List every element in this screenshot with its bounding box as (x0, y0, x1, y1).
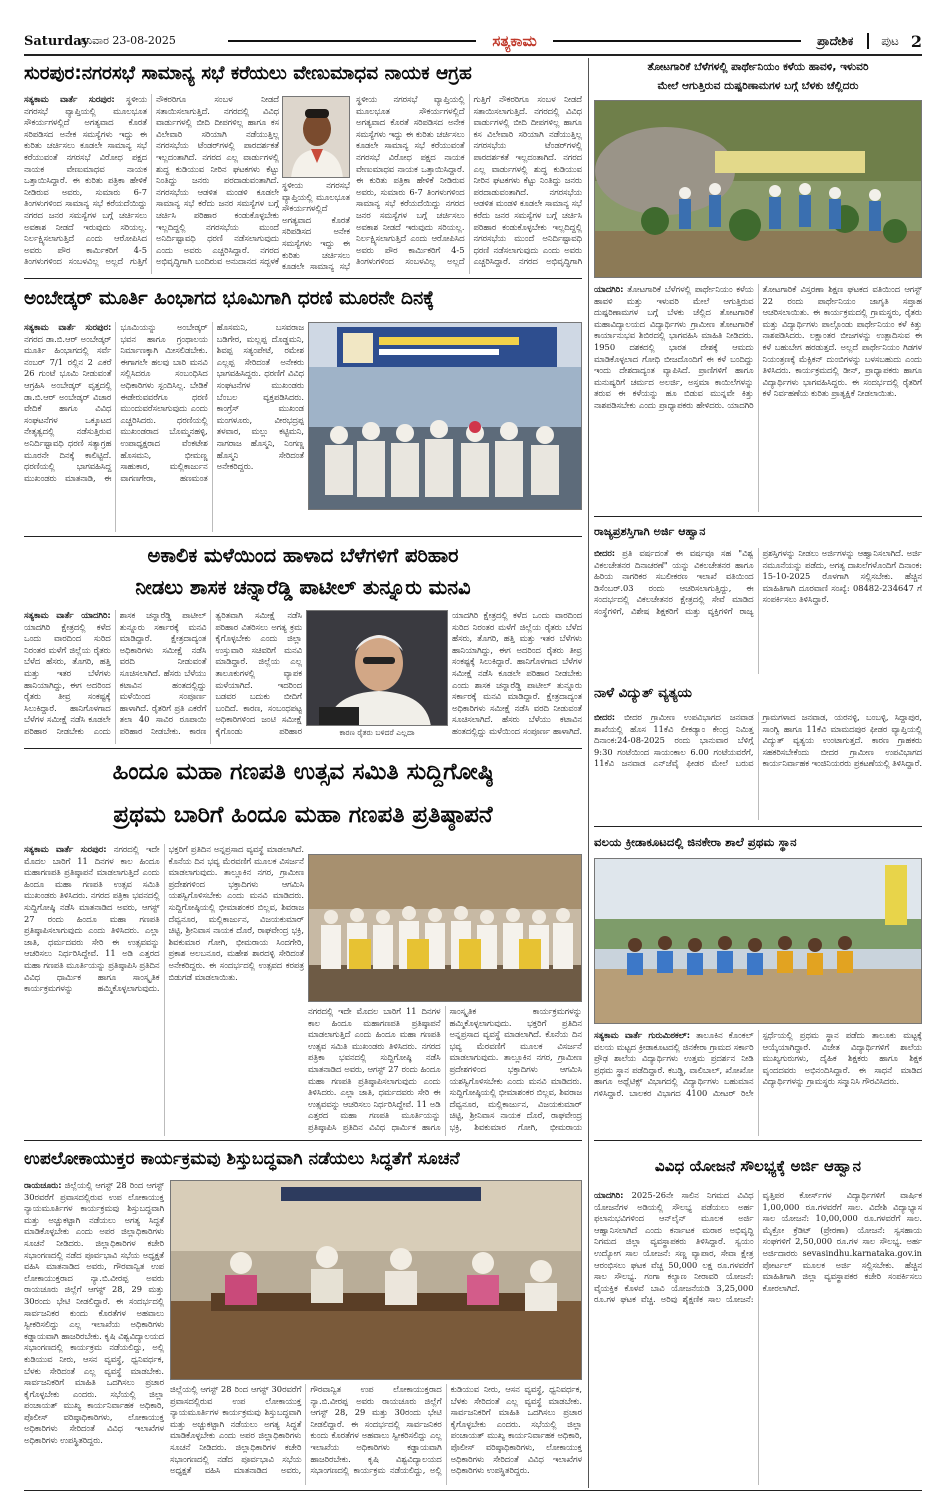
tota-headline-1: ತೋಟಗಾರಿಕೆ ಬೆಳೆಗಳಲ್ಲಿ ಪಾರ್ಥೇನಿಯಂ ಕಳೆಯ ಹಾವಳಿ, ಇಳುವರಿ (647, 61, 869, 73)
divider (24, 748, 582, 749)
field-work-photo-icon (595, 101, 922, 278)
valaya-photo (594, 858, 922, 1024)
meeting-photo-icon (171, 1181, 582, 1380)
surapura-body-left (24, 94, 279, 274)
footer-rule (24, 1490, 922, 1491)
akalika-byline: ಸತ್ಯಕಾಮ ವಾರ್ತೆ ಯಾದಗಿರಿ: (24, 610, 111, 620)
valaya-byline: ಸತ್ಯಕಾಮ ವಾರ್ತೆ ಗುರುಮಿಠಕಲ್: (594, 1030, 691, 1040)
column-divider (588, 58, 589, 1488)
vidyut-byline: ಬೀದರ: (594, 712, 616, 722)
divider (24, 1140, 582, 1141)
tota-photo-caption (594, 278, 922, 280)
rajya-body: ಬೀದರ: ಪ್ರತಿ ವರ್ಷದಂತೆ ಈ ವರ್ಷವೂ ಸಹ "ವಿಶ್ವ ವಿಕಲಚೇತನರ ದಿನಾಚರಣೆ" ಯನ್ನು ವಿಕಲಚೇತನರ ಹಾಗೂ ಹಿರಿಯ ನಾಗರಿಕರ ಸಬಲೀಕರಣ ಇಲಾಖೆ ವತಿಯಿಂದ ಡಿಸೆಂಬರ್.03 ರಂದು ಆಚರಿಸಲಾಗುತ್ತಿದ್ದು, ಈ ಸಂದರ್ಭದಲ್ಲಿ ವಿಕಲಚೇತನರ ಕ್ಷೇತ್ರದಲ್ಲಿ ಸೇವೆ ಮಾಡಿದ ಸಂಸ್ಥೆಗಳಿಗೆ, ವಿಶೇಷ ಶಿಕ್ಷಕರಿಗೆ ಮತ್ತು ವ್ಯಕ್ತಿಗಳಿಗೆ ರಾಜ್ಯ ಪ್ರಶಸ್ತಿಗಳನ್ನು ನೀಡಲು ಅರ್ಜಿಗಳನ್ನು ಆಹ್ವಾನಿಸಲಾಗಿದೆ. ಅರ್ಜಿ ನಮೂನೆಯನ್ನು ಪಡೆದು, ಅಗತ್ಯ ದಾಖಲೆಗಳೊಂದಿಗೆ ದಿನಾಂಕ: 15-10-2025 ರೊಳಗಾಗಿ ಸಲ್ಲಿಸಬೇಕು. ಹೆಚ್ಚಿನ ಮಾಹಿತಿಗಾಗಿ ದೂರವಾಣಿ ಸಂಖ್ಯೆ: 08482-234647 ಗೆ ಸಂಪರ್ಕಿಸಲು ತಿಳಿಸಿದ್ದಾರೆ. (594, 548, 922, 616)
valaya-body: ಸತ್ಯಕಾಮ ವಾರ್ತೆ ಗುರುಮಿಠಕಲ್: ತಾಲೂಕಿನ ಕೊಂಕಲ್ ವಲಯ ಮಟ್ಟದ ಕ್ರೀಡಾಕೂಟದಲ್ಲಿ ಜಿನಕೇರಾ ಗ್ರಾಮದ ಸರ್ಕಾರಿ ಪ್ರೌಢ ಶಾಲೆಯ ವಿದ್ಯಾರ್ಥಿಗಳು ಉತ್ತಮ ಪ್ರದರ್ಶನ ನೀಡಿ ಪ್ರಥಮ ಸ್ಥಾನ ಪಡೆದಿದ್ದಾರೆ. ಕಬಡ್ಡಿ, ವಾಲಿಬಾಲ್, ಖೋಖೋ ಹಾಗೂ ಅಥ್ಲೆಟಿಕ್ಸ್ ವಿಭಾಗದಲ್ಲಿ ವಿದ್ಯಾರ್ಥಿಗಳು ಬಹುಮಾನ ಗಳಿಸಿದ್ದಾರೆ. ಬಾಲಕರ ವಿಭಾಗದ 4100 ಮೀಟರ್ ರಿಲೇ ಸ್ಪರ್ಧೆಯಲ್ಲಿ ಪ್ರಥಮ ಸ್ಥಾನ ಪಡೆದು ತಾಲೂಕು ಮಟ್ಟಕ್ಕೆ ಆಯ್ಕೆಯಾಗಿದ್ದಾರೆ. ವಿಜೇತ ವಿದ್ಯಾರ್ಥಿಗಳಿಗೆ ಶಾಲೆಯ ಮುಖ್ಯಗುರುಗಳು, ದೈಹಿಕ ಶಿಕ್ಷಕರು ಹಾಗೂ ಶಿಕ್ಷಕ ವೃಂದದವರು ಅಭಿನಂದಿಸಿದ್ದಾರೆ. ಈ ಸಾಧನೆ ಮಾಡಿದ ವಿದ್ಯಾರ್ಥಿಗಳನ್ನು ಗ್ರಾಮಸ್ಥರು ಸನ್ಮಾನಿಸಿ ಗೌರವಿಸಿದರು. (594, 1030, 922, 1098)
akalika-headline-2: ನೀಡಲು ಶಾಸಕ ಚನ್ನಾರೆಡ್ಡಿ ಪಾಟೀಲ್ ತುನ್ನೂರು ಮನವಿ (135, 576, 471, 599)
divider (24, 278, 582, 279)
akalika-photo (306, 610, 448, 726)
upalokayukta-photo (170, 1180, 582, 1380)
akalika-body-left: ಸತ್ಯಕಾಮ ವಾರ್ತೆ ಯಾದಗಿರಿ: ಯಾದಗಿರಿ ಕ್ಷೇತ್ರದಲ್ಲಿ ಕಳೆದ ಒಂದು ವಾರದಿಂದ ಸುರಿದ ನಿರಂತರ ಮಳೆಗೆ ಜಿಲ್ಲೆಯ ರೈತರು ಬೆಳೆದ ಹೆಸರು, ತೊಗರಿ, ಹತ್ತಿ ಮತ್ತು ಇತರ ಬೆಳೆಗಳು ಹಾನಿಯಾಗಿದ್ದು, ಈಗ ಅದರಿಂದ ರೈತರು ತೀವ್ರ ಸಂಕಷ್ಟಕ್ಕೆ ಸಿಲುಕಿದ್ದಾರೆ. ಹಾನಿಗೊಳಗಾದ ಬೆಳೆಗಳ ಸಮೀಕ್ಷೆ ನಡೆಸಿ ಕೂಡಲೇ ಪರಿಹಾರ ನೀಡಬೇಕು ಎಂದು ಶಾಸಕ ಚನ್ನಾರೆಡ್ಡಿ ಪಾಟೀಲ್ ತುನ್ನೂರು ಸರ್ಕಾರಕ್ಕೆ ಮನವಿ ಮಾಡಿದ್ದಾರೆ. ಕ್ಷೇತ್ರದಾದ್ಯಂತ ಅಧಿಕಾರಿಗಳು ಸಮೀಕ್ಷೆ ನಡೆಸಿ ವರದಿ ನೀಡುವಂತೆ ಸೂಚಿಸಲಾಗಿದೆ. ಹೆಸರು ಬೆಳೆಯು ಕಟಾವಿನ ಹಂತದಲ್ಲಿದ್ದು ಮಳೆಯಿಂದ ಸಂಪೂರ್ಣ ಹಾಳಾಗಿದೆ. ರೈತರಿಗೆ ಪ್ರತಿ ಎಕರೆಗೆ ತಲಾ 40 ಸಾವಿರ ರೂಪಾಯಿ ಪರಿಹಾರ ನೀಡಬೇಕು. ಕಾರಣ ತ್ವರಿತವಾಗಿ ಸಮೀಕ್ಷೆ ನಡೆಸಿ ಪರಿಹಾರ ವಿತರಿಸಲು ಅಗತ್ಯ ಕ್ರಮ ಕೈಗೊಳ್ಳಬೇಕು ಎಂದು ಜಿಲ್ಲಾ ಉಸ್ತುವಾರಿ ಸಚಿವರಿಗೆ ಮನವಿ ಮಾಡಿದ್ದಾರೆ. ಜಿಲ್ಲೆಯ ಎಲ್ಲ ತಾಲೂಕುಗಳಲ್ಲಿ ವ್ಯಾಪಕ ಮಳೆಯಾಗಿದೆ. ಇದರಿಂದ ಬಡವರ ಬದುಕು ಬೀದಿಗೆ ಬಂದಿದೆ. ಕಾರಣ, ಸಂಬಂಧಪಟ್ಟ ಅಧಿಕಾರಿಗಳಿಂದ ಜಂಟಿ ಸಮೀಕ್ಷೆ ಕೈಗೊಂಡು ಪರಿಹಾರ (24, 610, 302, 736)
upalokayukta-body-right: ಜಿಲ್ಲೆಯಲ್ಲಿ ಆಗಸ್ಟ್ 28 ರಿಂದ ಆಗಸ್ಟ್ 30ರವರೆಗೆ ಪ್ರವಾಸದಲ್ಲಿರುವ ಉಪ ಲೋಕಾಯುಕ್ತ ನ್ಯಾಯಮೂರ್ತಿಗಳ ಕಾರ್ಯಕ್ರಮವು ಶಿಸ್ತುಬದ್ಧವಾಗಿ ಮತ್ತು ಅಚ್ಚುಕಟ್ಟಾಗಿ ನಡೆಯಲು ಅಗತ್ಯ ಸಿದ್ಧತೆ ಮಾಡಿಕೊಳ್ಳಬೇಕು ಎಂದು ಅಪರ ಜಿಲ್ಲಾಧಿಕಾರಿಗಳು ಸೂಚನೆ ನೀಡಿದರು. ಜಿಲ್ಲಾಧಿಕಾರಿಗಳ ಕಚೇರಿ ಸಭಾಂಗಣದಲ್ಲಿ ನಡೆದ ಪೂರ್ವಭಾವಿ ಸಭೆಯ ಅಧ್ಯಕ್ಷತೆ ವಹಿಸಿ ಮಾತನಾಡಿದ ಅವರು, ಗೌರವಾನ್ವಿತ ಉಪ ಲೋಕಾಯುಕ್ತರಾದ ನ್ಯಾ.ಬಿ.ವೀರಪ್ಪ ಅವರು ರಾಯಚೂರು ಜಿಲ್ಲೆಗೆ ಆಗಸ್ಟ್ 28, 29 ಮತ್ತು 30ರಂದು ಭೇಟಿ ನೀಡಲಿದ್ದಾರೆ. ಈ ಸಂದರ್ಭದಲ್ಲಿ ಸಾರ್ವಜನಿಕರ ಕುಂದು ಕೊರತೆಗಳ ಅಹವಾಲು ಸ್ವೀಕರಿಸಲಿದ್ದು ಎಲ್ಲ ಇಲಾಖೆಯ ಅಧಿಕಾರಿಗಳು ಕಡ್ಡಾಯವಾಗಿ ಹಾಜರಿರಬೇಕು. ಕೃಷಿ ವಿಶ್ವವಿದ್ಯಾಲಯದ ಸಭಾಂಗಣದಲ್ಲಿ ಕಾರ್ಯಕ್ರಮ ನಡೆಯಲಿದ್ದು, ಅಲ್ಲಿ ಕುಡಿಯುವ ನೀರು, ಆಸನ ವ್ಯವಸ್ಥೆ, ಧ್ವನಿವರ್ಧಕ, ಬೆಳಕು ಸೇರಿದಂತೆ ಎಲ್ಲ ವ್ಯವಸ್ಥೆ ಮಾಡಬೇಕು. ಸಾರ್ವಜನಿಕರಿಗೆ ಮಾಹಿತಿ ಒದಗಿಸಲು ಪ್ರಚಾರ ಕೈಗೊಳ್ಳಬೇಕು ಎಂದರು. ಸಭೆಯಲ್ಲಿ ಜಿಲ್ಲಾ ಪಂಚಾಯತ್ ಮುಖ್ಯ ಕಾರ್ಯನಿರ್ವಾಹಕ ಅಧಿಕಾರಿ, ಪೊಲೀಸ್ ವರಿಷ್ಠಾಧಿಕಾರಿಗಳು, ಲೋಕಾಯುಕ್ತ ಅಧಿಕಾರಿಗಳು ಸೇರಿದಂತೆ ವಿವಿಧ ಇಲಾಖೆಗಳ ಅಧಿಕಾರಿಗಳು ಉಪಸ್ಥಿತರಿದ್ದರು. (170, 1384, 582, 1476)
surapura-body: ಸ್ಥಳೀಯ ನಗರಸಭೆ ವ್ಯಾಪ್ತಿಯಲ್ಲಿ ಮೂಲಭೂತ ಸೌಕರ್ಯಗಳಲ್ಲಿದೆ ಅಗತ್ಯವಾದ ಕೊರತೆ ಸರಿಪಡಿಸದ ಅನೇಕ ಸಮಸ್ಯೆಗಳು ಇದ್ದು ಈ ಕುರಿತು ಚರ್ಚಿಸಲು ಕೂಡಲೇ ಸಾಮಾನ್ಯ ಸಭೆ ಕರೆಯುವಂತೆ ನಗರಸಭೆ ವಿರೋಧ ಪಕ್ಷದ ನಾಯಕ ವೇಣುಮಾಧವ ನಾಯಕ ಒತ್ತಾಯಿಸಿದ್ದಾರೆ. ಈ ಕುರಿತು ಪತ್ರಿಕಾ ಹೇಳಿಕೆ ನೀಡಿರುವ ಅವರು, ಸುಮಾರು 6-7 ತಿಂಗಳುಗಳಿಂದ ಸಾಮಾನ್ಯ ಸಭೆ ಕರೆಯದೆಯಿದ್ದು ನಗರದ ಜನರ ಸಮಸ್ಯೆಗಳ ಬಗ್ಗೆ ಚರ್ಚಿಸಲು ಅವಕಾಶ ನೀಡದೆ ಇರುವುದು ಸರಿಯಲ್ಲ. ನಿರ್ಲಕ್ಷ್ಯಿಸಲಾಗುತ್ತಿದೆ ಎಂದು ಆರೋಪಿಸಿದ ಅವರು ಪೌರ ಕಾರ್ಮಿಕರಿಗೆ 4-5 ತಿಂಗಳುಗಳಿಂದ ಸಂಬಳವಿಲ್ಲ ಅಲ್ಲದೆ ಗುತ್ತಿಗೆ ನೌಕರರಿಗೂ ಸಂಬಳ ನೀಡದೆ ಸತಾಯಿಸಲಾಗುತ್ತಿದೆ. ನಗರದಲ್ಲಿ ವಿವಿಧ ವಾರ್ಡುಗಳಲ್ಲಿ ಬೀದಿ ದೀಪಗಳಿಲ್ಲ ಹಾಗೂ ಕಸ ವಿಲೇವಾರಿ ಸರಿಯಾಗಿ ನಡೆಯುತ್ತಿಲ್ಲ ನಗರಸಭೆಯ ಟೆಂಡರ್‌ಗಳಲ್ಲಿ ಪಾರದರ್ಶಕತೆ ಇಲ್ಲದಂತಾಗಿದೆ. ನಗರದ ಎಲ್ಲ ವಾರ್ಡುಗಳಲ್ಲಿ ಶುದ್ಧ ಕುಡಿಯುವ ನೀರಿನ ಘಟಕಗಳು ಕೆಟ್ಟು ನಿಂತಿದ್ದು ಜನರು ಪರದಾಡುವಂತಾಗಿದೆ. ನಗರಸಭೆಯ ಆಡಳಿತ ಮಂಡಳಿ ಕೂಡಲೇ ಸಾಮಾನ್ಯ ಸಭೆ ಕರೆದು ಜನರ ಸಮಸ್ಯೆಗಳ ಬಗ್ಗೆ ಚರ್ಚಿಸಿ ಪರಿಹಾರ ಕಂಡುಕೊಳ್ಳಬೇಕು ಇಲ್ಲದಿದ್ದಲ್ಲಿ ನಗರಸಭೆಯ ಮುಂದೆ ಅನಿರ್ದಿಷ್ಟಾವಧಿ ಧರಣಿ ನಡೆಸಲಾಗುವುದು ಎಂದು ಅವರು ಎಚ್ಚರಿಸಿದ್ದಾರೆ. ನಗರದ ಅಭಿವೃದ್ಧಿಗಾಗಿ ಬಂದಿರುವ ಅನುದಾನದ ಸದ್ಬಳಕೆ (24, 94, 279, 267)
ambedkar-byline: ಸತ್ಯಕಾಮ ವಾರ್ತೆ ಸುರಪುರ: (24, 322, 112, 332)
mla-portrait-icon (307, 611, 448, 726)
akalika-photo-caption: ಕಾರಣ ರೈತರು ಬಳಿದರೆ ಎಲ್ಲದಾ (306, 728, 448, 742)
surapura-headline: ಸುರಪುರ:ನಗರಸಭೆ ಸಾಮಾನ್ಯ ಸಭೆ ಕರೆಯಲು ವೇಣುಮಾಧವ ನಾಯಕ ಆಗ್ರಹ (24, 63, 472, 84)
masthead-page-label: ಪುಟ (881, 33, 899, 48)
ambedkar-photo (308, 322, 582, 510)
surapura-portrait (282, 96, 350, 178)
ganapati-photo (308, 854, 582, 1002)
divider (594, 516, 922, 517)
upalokayukta-byline: ರಾಯಚೂರು: (24, 1180, 62, 1190)
yojane-byline: ಯಾದಗಿರಿ: (594, 1190, 624, 1200)
upalokayukta-headline: ಉಪಲೋಕಾಯುಕ್ತರ ಕಾರ್ಯಕ್ರಮವು ಶಿಸ್ತುಬದ್ಧವಾಗಿ ನಡೆಯಲು ಸಿದ್ಧತೆಗೆ ಸೂಚನೆ (24, 1149, 460, 1169)
akalika-headline-1: ಅಕಾಲಿಕ ಮಳೆಯಿಂದ ಹಾಳಾದ ಬೆಳೆಗಳಿಗೆ ಪರಿಹಾರ (147, 544, 459, 567)
masthead-underline (24, 54, 922, 56)
valaya-photo-caption (594, 1024, 922, 1026)
yojane-headline: ವಿವಿಧ ಯೋಜನೆ ಸೌಲಭ್ಯಕ್ಕೆ ಅರ್ಜಿ ಆಹ್ವಾನ (654, 1157, 862, 1175)
divider (594, 826, 922, 827)
press-meet-photo-icon (309, 855, 582, 1002)
tota-byline: ಯಾದಗಿರಿ: (594, 284, 624, 294)
surapura-body-right: ಸ್ಥಳೀಯ ನಗರಸಭೆ ವ್ಯಾಪ್ತಿಯಲ್ಲಿ ಮೂಲಭೂತ ಸೌಕರ್ಯಗಳಲ್ಲಿದೆ ಅಗತ್ಯವಾದ ಕೊರತೆ ಸರಿಪಡಿಸದ ಅನೇಕ ಸಮಸ್ಯೆಗಳು ಇದ್ದು ಈ ಕುರಿತು ಚರ್ಚಿಸಲು ಕೂಡಲೇ ಸಾಮಾನ್ಯ ಸಭೆ ಕರೆಯುವಂತೆ ನಗರಸಭೆ ವಿರೋಧ ಪಕ್ಷದ ನಾಯಕ ವೇಣುಮಾಧವ ನಾಯಕ ಒತ್ತಾಯಿಸಿದ್ದಾರೆ. ಈ ಕುರಿತು ಪತ್ರಿಕಾ ಹೇಳಿಕೆ ನೀಡಿರುವ ಅವರು, ಸುಮಾರು 6-7 ತಿಂಗಳುಗಳಿಂದ ಸಾಮಾನ್ಯ ಸಭೆ ಕರೆಯದೆಯಿದ್ದು ನಗರದ ಜನರ ಸಮಸ್ಯೆಗಳ ಬಗ್ಗೆ ಚರ್ಚಿಸಲು ಅವಕಾಶ ನೀಡದೆ ಇರುವುದು ಸರಿಯಲ್ಲ. ನಿರ್ಲಕ್ಷ್ಯಿಸಲಾಗುತ್ತಿದೆ ಎಂದು ಆರೋಪಿಸಿದ ಅವರು ಪೌರ ಕಾರ್ಮಿಕರಿಗೆ 4-5 ತಿಂಗಳುಗಳಿಂದ ಸಂಬಳವಿಲ್ಲ ಅಲ್ಲದೆ ಗುತ್ತಿಗೆ ನೌಕರರಿಗೂ ಸಂಬಳ ನೀಡದೆ ಸತಾಯಿಸಲಾಗುತ್ತಿದೆ. ನಗರದಲ್ಲಿ ವಿವಿಧ ವಾರ್ಡುಗಳಲ್ಲಿ ಬೀದಿ ದೀಪಗಳಿಲ್ಲ ಹಾಗೂ ಕಸ ವಿಲೇವಾರಿ ಸರಿಯಾಗಿ ನಡೆಯುತ್ತಿಲ್ಲ ನಗರಸಭೆಯ ಟೆಂಡರ್‌ಗಳಲ್ಲಿ ಪಾರದರ್ಶಕತೆ ಇಲ್ಲದಂತಾಗಿದೆ. ನಗರದ ಎಲ್ಲ ವಾರ್ಡುಗಳಲ್ಲಿ ಶುದ್ಧ ಕುಡಿಯುವ ನೀರಿನ ಘಟಕಗಳು ಕೆಟ್ಟು ನಿಂತಿದ್ದು ಜನರು ಪರದಾಡುವಂತಾಗಿದೆ. ನಗರಸಭೆಯ ಆಡಳಿತ ಮಂಡಳಿ ಕೂಡಲೇ ಸಾಮಾನ್ಯ ಸಭೆ ಕರೆದು ಜನರ ಸಮಸ್ಯೆಗಳ ಬಗ್ಗೆ ಚರ್ಚಿಸಿ ಪರಿಹಾರ ಕಂಡುಕೊಳ್ಳಬೇಕು ಇಲ್ಲದಿದ್ದಲ್ಲಿ ನಗರಸಭೆಯ ಮುಂದೆ ಅನಿರ್ದಿಷ್ಟಾವಧಿ ಧರಣಿ ನಡೆಸಲಾಗುವುದು ಎಂದು ಅವರು ಎಚ್ಚರಿಸಿದ್ದಾರೆ. ನಗರದ ಅಭಿವೃದ್ಧಿಗಾಗಿ (356, 94, 582, 267)
masthead-rule (553, 40, 801, 42)
surapura-body-photo-col: ಸ್ಥಳೀಯ ನಗರಸಭೆ ವ್ಯಾಪ್ತಿಯಲ್ಲಿ ಮೂಲಭೂತ ಸೌಕರ್ಯಗಳಲ್ಲಿದೆ ಅಗತ್ಯವಾದ ಕೊರತೆ ಸರಿಪಡಿಸದ ಅನೇಕ ಸಮಸ್ಯೆಗಳು ಇದ್ದು ಈ ಕುರಿತು ಚರ್ಚಿಸಲು ಕೂಡಲೇ ಸಾಮಾನ್ಯ ಸಭೆ (282, 180, 350, 272)
rajya-byline: ಬೀದರ: (594, 548, 616, 558)
vidyut-headline: ನಾಳೆ ವಿದ್ಯುತ್ ವ್ಯತ್ಯಯ (594, 686, 692, 701)
masthead-separator (867, 33, 869, 49)
tota-headline-2: ಮೇಲೆ ಆಗುತ್ತಿರುವ ದುಷ್ಪರಿಣಾಮಗಳ ಬಗ್ಗೆ ಬೆಳಕು ಚೆಲ್ಲಿದರು (657, 80, 859, 92)
ganapati-headline-2: ಪ್ರಥಮ ಬಾರಿಗೆ ಹಿಂದೂ ಮಹಾ ಗಣಪತಿ ಪ್ರತಿಷ್ಠಾಪನೆ (113, 802, 493, 828)
surapura-byline: ಸತ್ಯಕಾಮ ವಾರ್ತೆ ಸುರಪುರ: (24, 94, 115, 104)
ganapati-byline: ಸತ್ಯಕಾಮ ವಾರ್ತೆ ಸುರಪುರ: (24, 844, 107, 854)
upalokayukta-body-left: ರಾಯಚೂರು: ಜಿಲ್ಲೆಯಲ್ಲಿ ಆಗಸ್ಟ್ 28 ರಿಂದ ಆಗಸ್ಟ್ 30ರವರೆಗೆ ಪ್ರವಾಸದಲ್ಲಿರುವ ಉಪ ಲೋಕಾಯುಕ್ತ ನ್ಯಾಯಮೂರ್ತಿಗಳ ಕಾರ್ಯಕ್ರಮವು ಶಿಸ್ತುಬದ್ಧವಾಗಿ ಮತ್ತು ಅಚ್ಚುಕಟ್ಟಾಗಿ ನಡೆಯಲು ಅಗತ್ಯ ಸಿದ್ಧತೆ ಮಾಡಿಕೊಳ್ಳಬೇಕು ಎಂದು ಅಪರ ಜಿಲ್ಲಾಧಿಕಾರಿಗಳು ಸೂಚನೆ ನೀಡಿದರು. ಜಿಲ್ಲಾಧಿಕಾರಿಗಳ ಕಚೇರಿ ಸಭಾಂಗಣದಲ್ಲಿ ನಡೆದ ಪೂರ್ವಭಾವಿ ಸಭೆಯ ಅಧ್ಯಕ್ಷತೆ ವಹಿಸಿ ಮಾತನಾಡಿದ ಅವರು, ಗೌರವಾನ್ವಿತ ಉಪ ಲೋಕಾಯುಕ್ತರಾದ ನ್ಯಾ.ಬಿ.ವೀರಪ್ಪ ಅವರು ರಾಯಚೂರು ಜಿಲ್ಲೆಗೆ ಆಗಸ್ಟ್ 28, 29 ಮತ್ತು 30ರಂದು ಭೇಟಿ ನೀಡಲಿದ್ದಾರೆ. ಈ ಸಂದರ್ಭದಲ್ಲಿ ಸಾರ್ವಜನಿಕರ ಕುಂದು ಕೊರತೆಗಳ ಅಹವಾಲು ಸ್ವೀಕರಿಸಲಿದ್ದು ಎಲ್ಲ ಇಲಾಖೆಯ ಅಧಿಕಾರಿಗಳು ಕಡ್ಡಾಯವಾಗಿ ಹಾಜರಿರಬೇಕು. ಕೃಷಿ ವಿಶ್ವವಿದ್ಯಾಲಯದ ಸಭಾಂಗಣದಲ್ಲಿ ಕಾರ್ಯಕ್ರಮ ನಡೆಯಲಿದ್ದು, ಅಲ್ಲಿ ಕುಡಿಯುವ ನೀರು, ಆಸನ ವ್ಯವಸ್ಥೆ, ಧ್ವನಿವರ್ಧಕ, ಬೆಳಕು ಸೇರಿದಂತೆ ಎಲ್ಲ ವ್ಯವಸ್ಥೆ ಮಾಡಬೇಕು. ಸಾರ್ವಜನಿಕರಿಗೆ ಮಾಹಿತಿ ಒದಗಿಸಲು ಪ್ರಚಾರ ಕೈಗೊಳ್ಳಬೇಕು ಎಂದರು. ಸಭೆಯಲ್ಲಿ ಜಿಲ್ಲಾ ಪಂಚಾಯತ್ ಮುಖ್ಯ ಕಾರ್ಯನಿರ್ವಾಹಕ ಅಧಿಕಾರಿ, ಪೊಲೀಸ್ ವರಿಷ್ಠಾಧಿಕಾರಿಗಳು, ಲೋಕಾಯುಕ್ತ ಅಧಿಕಾರಿಗಳು ಸೇರಿದಂತೆ ವಿವಿಧ ಇಲಾಖೆಗಳ ಅಧಿಕಾರಿಗಳು ಉಪಸ್ಥಿತರಿದ್ದರು. (24, 1180, 164, 1446)
ganapati-body-right: ನಗರದಲ್ಲಿ ಇದೇ ಮೊದಲ ಬಾರಿಗೆ 11 ದಿನಗಳ ಕಾಲ ಹಿಂದೂ ಮಹಾಗಣಪತಿ ಪ್ರತಿಷ್ಠಾಪನೆ ಮಾಡಲಾಗುತ್ತಿದೆ ಎಂದು ಹಿಂದೂ ಮಹಾ ಗಣಪತಿ ಉತ್ಸವ ಸಮಿತಿ ಮುಖಂಡರು ತಿಳಿಸಿದರು. ನಗರದ ಪತ್ರಿಕಾ ಭವನದಲ್ಲಿ ಸುದ್ದಿಗೋಷ್ಠಿ ನಡೆಸಿ ಮಾತನಾಡಿದ ಅವರು, ಆಗಸ್ಟ್ 27 ರಂದು ಹಿಂದೂ ಮಹಾ ಗಣಪತಿ ಪ್ರತಿಷ್ಠಾಪಿಸಲಾಗುವುದು ಎಂದು ತಿಳಿಸಿದರು. ಎಲ್ಲಾ ಜಾತಿ, ಧರ್ಮದವರು ಸೇರಿ ಈ ಉತ್ಸವವನ್ನು ಆಚರಿಸಲು ನಿರ್ಧರಿಸಿದ್ದೇವೆ. 11 ಅಡಿ ಎತ್ತರದ ಮಹಾ ಗಣಪತಿ ಮೂರ್ತಿಯನ್ನು ಪ್ರತಿಷ್ಠಾಪಿಸಿ ಪ್ರತಿದಿನ ವಿವಿಧ ಧಾರ್ಮಿಕ ಹಾಗೂ ಸಾಂಸ್ಕೃತಿಕ ಕಾರ್ಯಕ್ರಮಗಳನ್ನು ಹಮ್ಮಿಕೊಳ್ಳಲಾಗುವುದು. ಭಕ್ತರಿಗೆ ಪ್ರತಿದಿನ ಅನ್ನಪ್ರಸಾದ ವ್ಯವಸ್ಥೆ ಮಾಡಲಾಗಿದೆ. ಕೊನೆಯ ದಿನ ಭವ್ಯ ಮೆರವಣಿಗೆ ಮೂಲಕ ವಿಸರ್ಜನೆ ಮಾಡಲಾಗುವುದು. ತಾಲ್ಲೂಕಿನ ನಗರ, ಗ್ರಾಮೀಣ ಪ್ರದೇಶಗಳಿಂದ ಭಕ್ತಾದಿಗಳು ಆಗಮಿಸಿ ಯಶಸ್ವಿಗೊಳಿಸಬೇಕು ಎಂದು ಮನವಿ ಮಾಡಿದರು. ಸುದ್ದಿಗೋಷ್ಠಿಯಲ್ಲಿ ಭೀಮಾಶಂಕರ ಬಿಲ್ಲವ, ಶಿವರಾಜ ದೆವ್ವನೂರ, ಮಲ್ಲಿಕಾರ್ಜುನ, ವಿಜಯಕುಮಾರ್ ಚಿಟ್ಟಿ, ಶ್ರೀನಿವಾಸ ನಾಯಕ ದೊರೆ, ರಾಘವೇಂದ್ರ ಭಕ್ರಿ, ಶಿವಕುಮಾರ ಗೋಗಿ, ಭೀಮರಾಯ (308, 1006, 582, 1132)
tota-photo (594, 100, 922, 278)
divider (594, 1140, 922, 1141)
masthead-page-number: 2 (910, 31, 923, 51)
masthead-logo: ಸತ್ಯಕಾಮ (492, 32, 537, 50)
divider (24, 536, 582, 537)
ambedkar-headline: ಅಂಬೇಡ್ಕರ್ ಮೂರ್ತಿ ಹಿಂಭಾಗದ ಭೂಮಿಗಾಗಿ ಧರಣಿ ಮೂರನೇ ದಿನಕ್ಕೆ (24, 288, 435, 309)
vidyut-body: ಬೀದರ: ಬೀದರ ಗ್ರಾಮೀಣ ಉಪವಿಭಾಗದ ಜನವಾಡ ಶಾಖೆಯಲ್ಲಿ ಹೊಸ 11ಕೆವಿ ಲೀಕಡ್ಯಾಂ ಕೇಂದ್ರ ನಿಮಿತ್ತ ದಿನಾಂಕ:24-08-2025 ರಂದು ಭಾನುವಾರ ಬೆಳಿಗ್ಗೆ 9:30 ಗಂಟೆಯಿಂದ ಸಾಯಂಕಾಲ 6.00 ಗಂಟೆಯವರೆಗೆ, 11ಕೆವಿ ಜನವಾಡ ಎನ್‌ಜೆವೈ ಫೀಡರ ಮೇಲೆ ಬರುವ ಗ್ರಾಮಗಳಾದ ಜನವಾಡ, ಯರನಳ್ಳಿ, ಬಂಬಳ್ಳಿ, ಸಿದ್ದಾಪುರ, ಸಾಂಗ್ವಿ ಹಾಗೂ 11ಕೆವಿ ಮಾಮದಪುರ ಫೀಡರ ವ್ಯಾಪ್ತಿಯಲ್ಲಿ ವಿದ್ಯುತ್ ವ್ಯತ್ಯಯ ಉಂಟಾಗುತ್ತದೆ. ಕಾರಣ ಗ್ರಾಹಕರು ಸಹಕರಿಸಬೇಕೆಂದು ಬೀದರ ಗ್ರಾಮೀಣ ಉಪವಿಭಾಗದ ಕಾರ್ಯನಿರ್ವಾಹಕ ಇಂಜಿನಿಯರರು ಪ್ರಕಟಣೆಯಲ್ಲಿ ತಿಳಿಸಿದ್ದಾರೆ. (594, 712, 922, 769)
protest-photo-icon (309, 323, 582, 510)
masthead-rule (228, 40, 476, 42)
ambedkar-photo-caption (308, 512, 582, 532)
portrait-icon (283, 97, 350, 178)
ganapati-headline-1: ಹಿಂದೂ ಮಹಾ ಗಣಪತಿ ಉತ್ಸವ ಸಮಿತಿ ಸುದ್ದಿಗೋಷ್ಠಿ (112, 759, 494, 785)
sports-team-photo-icon (595, 859, 922, 1024)
rajya-headline: ರಾಜ್ಯಪ್ರಶಸ್ತಿಗಾಗಿ ಅರ್ಜಿ ಆಹ್ವಾನ (594, 525, 706, 538)
ganapati-body-left: ಸತ್ಯಕಾಮ ವಾರ್ತೆ ಸುರಪುರ: ನಗರದಲ್ಲಿ ಇದೇ ಮೊದಲ ಬಾರಿಗೆ 11 ದಿನಗಳ ಕಾಲ ಹಿಂದೂ ಮಹಾಗಣಪತಿ ಪ್ರತಿಷ್ಠಾಪನೆ ಮಾಡಲಾಗುತ್ತಿದೆ ಎಂದು ಹಿಂದೂ ಮಹಾ ಗಣಪತಿ ಉತ್ಸವ ಸಮಿತಿ ಮುಖಂಡರು ತಿಳಿಸಿದರು. ನಗರದ ಪತ್ರಿಕಾ ಭವನದಲ್ಲಿ ಸುದ್ದಿಗೋಷ್ಠಿ ನಡೆಸಿ ಮಾತನಾಡಿದ ಅವರು, ಆಗಸ್ಟ್ 27 ರಂದು ಹಿಂದೂ ಮಹಾ ಗಣಪತಿ ಪ್ರತಿಷ್ಠಾಪಿಸಲಾಗುವುದು ಎಂದು ತಿಳಿಸಿದರು. ಎಲ್ಲಾ ಜಾತಿ, ಧರ್ಮದವರು ಸೇರಿ ಈ ಉತ್ಸವವನ್ನು ಆಚರಿಸಲು ನಿರ್ಧರಿಸಿದ್ದೇವೆ. 11 ಅಡಿ ಎತ್ತರದ ಮಹಾ ಗಣಪತಿ ಮೂರ್ತಿಯನ್ನು ಪ್ರತಿಷ್ಠಾಪಿಸಿ ಪ್ರತಿದಿನ ವಿವಿಧ ಧಾರ್ಮಿಕ ಹಾಗೂ ಸಾಂಸ್ಕೃತಿಕ ಕಾರ್ಯಕ್ರಮಗಳನ್ನು ಹಮ್ಮಿಕೊಳ್ಳಲಾಗುವುದು. ಭಕ್ತರಿಗೆ ಪ್ರತಿದಿನ ಅನ್ನಪ್ರಸಾದ ವ್ಯವಸ್ಥೆ ಮಾಡಲಾಗಿದೆ. ಕೊನೆಯ ದಿನ ಭವ್ಯ ಮೆರವಣಿಗೆ ಮೂಲಕ ವಿಸರ್ಜನೆ ಮಾಡಲಾಗುವುದು. ತಾಲ್ಲೂಕಿನ ನಗರ, ಗ್ರಾಮೀಣ ಪ್ರದೇಶಗಳಿಂದ ಭಕ್ತಾದಿಗಳು ಆಗಮಿಸಿ ಯಶಸ್ವಿಗೊಳಿಸಬೇಕು ಎಂದು ಮನವಿ ಮಾಡಿದರು. ಸುದ್ದಿಗೋಷ್ಠಿಯಲ್ಲಿ ಭೀಮಾಶಂಕರ ಬಿಲ್ಲವ, ಶಿವರಾಜ ದೆವ್ವನೂರ, ಮಲ್ಲಿಕಾರ್ಜುನ, ವಿಜಯಕುಮಾರ್ ಚಿಟ್ಟಿ, ಶ್ರೀನಿವಾಸ ನಾಯಕ ದೊರೆ, ರಾಘವೇಂದ್ರ ಭಕ್ರಿ, ಶಿವಕುಮಾರ ಗೋಗಿ, ಭೀಮರಾಯ ಸಿಂದಗೇರಿ, ಪ್ರಕಾಶ ಅಲಬನೂರ, ಮಹೇಶ ಶಾರದಳ್ಳಿ ಸೇರಿದಂತೆ ಅನೇಕರಿದ್ದರು. ಈ ಸಂದರ್ಭದಲ್ಲಿ ಉತ್ಸವದ ಕರಪತ್ರ ಬಿಡುಗಡೆ ಮಾಡಲಾಯಿತು. (24, 844, 304, 994)
masthead-section: ಪ್ರಾದೇಶಿಕ (817, 33, 854, 48)
valaya-headline: ವಲಯ ಕ್ರೀಡಾಕೂಟದಲ್ಲಿ ಜಿನಕೇರಾ ಶಾಲೆ ಪ್ರಥಮ ಸ್ಥಾನ (594, 835, 797, 849)
akalika-body-right: ಯಾದಗಿರಿ ಕ್ಷೇತ್ರದಲ್ಲಿ ಕಳೆದ ಒಂದು ವಾರದಿಂದ ಸುರಿದ ನಿರಂತರ ಮಳೆಗೆ ಜಿಲ್ಲೆಯ ರೈತರು ಬೆಳೆದ ಹೆಸರು, ತೊಗರಿ, ಹತ್ತಿ ಮತ್ತು ಇತರ ಬೆಳೆಗಳು ಹಾನಿಯಾಗಿದ್ದು, ಈಗ ಅದರಿಂದ ರೈತರು ತೀವ್ರ ಸಂಕಷ್ಟಕ್ಕೆ ಸಿಲುಕಿದ್ದಾರೆ. ಹಾನಿಗೊಳಗಾದ ಬೆಳೆಗಳ ಸಮೀಕ್ಷೆ ನಡೆಸಿ ಕೂಡಲೇ ಪರಿಹಾರ ನೀಡಬೇಕು ಎಂದು ಶಾಸಕ ಚನ್ನಾರೆಡ್ಡಿ ಪಾಟೀಲ್ ತುನ್ನೂರು ಸರ್ಕಾರಕ್ಕೆ ಮನವಿ ಮಾಡಿದ್ದಾರೆ. ಕ್ಷೇತ್ರದಾದ್ಯಂತ ಅಧಿಕಾರಿಗಳು ಸಮೀಕ್ಷೆ ನಡೆಸಿ ವರದಿ ನೀಡುವಂತೆ ಸೂಚಿಸಲಾಗಿದೆ. ಹೆಸರು ಬೆಳೆಯು ಕಟಾವಿನ ಹಂತದಲ್ಲಿದ್ದು ಮಳೆಯಿಂದ ಸಂಪೂರ್ಣ ಹಾಳಾಗಿದೆ. (452, 610, 582, 736)
yojane-body: ಯಾದಗಿರಿ: 2025-26ನೇ ಸಾಲಿನ ನಿಗಮದ ವಿವಿಧ ಯೋಜನೆಗಳ ಅಡಿಯಲ್ಲಿ ಸೌಲಭ್ಯ ಪಡೆಯಲು ಅರ್ಹ ಫಲಾನುಭವಿಗಳಿಂದ ಆನ್‌ಲೈನ್ ಮೂಲಕ ಅರ್ಜಿ ಆಹ್ವಾನಿಸಲಾಗಿದೆ ಎಂದು ಕರ್ನಾಟಕ ಮರಾಠ ಅಭಿವೃದ್ಧಿ ನಿಗಮದ ಜಿಲ್ಲಾ ವ್ಯವಸ್ಥಾಪಕರು ತಿಳಿಸಿದ್ದಾರೆ. ಸ್ವಯಂ ಉದ್ಯೋಗ ಸಾಲ ಯೋಜನೆ: ಸಣ್ಣ ವ್ಯಾಪಾರ, ಸೇವಾ ಕ್ಷೇತ್ರ ಆರಂಭಿಸಲು ಘಟಕ ವೆಚ್ಚ 50,000 ಲಕ್ಷ ರೂ.ಗಳವರೆಗೆ ಸಾಲ ಸೌಲಭ್ಯ. ಗಂಗಾ ಕಲ್ಯಾಣ ನೀರಾವರಿ ಯೋಜನೆ: ವೈಯಕ್ತಿಕ ಕೊಳವೆ ಬಾವಿ ಯೋಜನೆಯಡಿ 3,25,000 ರೂ.ಗಳ ಘಟಕ ವೆಚ್ಚ. ಅರಿವು ಶೈಕ್ಷಣಿಕ ಸಾಲ ಯೋಜನೆ: ವೃತ್ತಿಪರ ಕೋರ್ಸ್‌ಗಳ ವಿದ್ಯಾರ್ಥಿಗಳಿಗೆ ವಾರ್ಷಿಕ 1,00,000 ರೂ.ಗಳವರೆಗೆ ಸಾಲ. ವಿದೇಶಿ ವಿದ್ಯಾಭ್ಯಾಸ ಸಾಲ ಯೋಜನೆ: 10,00,000 ರೂ.ಗಳವರೆಗೆ ಸಾಲ. ಮೈಕ್ರೋ ಕ್ರೆಡಿಟ್ (ಪ್ರೇರಣಾ) ಯೋಜನೆ: ಸ್ವಸಹಾಯ ಸಂಘಗಳಿಗೆ 2,50,000 ರೂ.ಗಳ ಸಾಲ ಸೌಲಭ್ಯ. ಅರ್ಹ ಅರ್ಜಿದಾರರು sevasindhu.karnataka.gov.in ಪೋರ್ಟಲ್ ಮೂಲಕ ಅರ್ಜಿ ಸಲ್ಲಿಸಬೇಕು. ಹೆಚ್ಚಿನ ಮಾಹಿತಿಗಾಗಿ ಜಿಲ್ಲಾ ವ್ಯವಸ್ಥಾಪಕರ ಕಚೇರಿ ಸಂಪರ್ಕಿಸಲು ಕೋರಲಾಗಿದೆ. (594, 1190, 922, 1305)
masthead-date: ಶನಿವಾರ 23-08-2025 (80, 34, 176, 47)
masthead-day: Saturday (24, 33, 90, 49)
ambedkar-body: ಸತ್ಯಕಾಮ ವಾರ್ತೆ ಸುರಪುರ: ನಗರದ ಡಾ.ಬಿ.ಆರ್ ಅಂಬೇಡ್ಕರ್ ಮೂರ್ತಿ ಹಿಂಭಾಗದಲ್ಲಿ ಸರ್ವೆ ನಂಬರ್ 7/1 ರಲ್ಲಿನ 2 ಎಕರೆ 26 ಗುಂಟೆ ಭೂಮಿ ನೀಡುವಂತೆ ಆಗ್ರಹಿಸಿ ಅಂಬೇಡ್ಕರ್ ವೃತ್ತದಲ್ಲಿ ಡಾ.ಬಿ.ಆರ್ ಅಂಬೇಡ್ಕರ್ ವಿಚಾರ ವೇದಿಕೆ ಹಾಗೂ ವಿವಿಧ ಸಂಘಟನೆಗಳ ಒಕ್ಕೂಟದ ನೇತೃತ್ವದಲ್ಲಿ ನಡೆಸುತ್ತಿರುವ ಅನಿರ್ದಿಷ್ಟಾವಧಿ ಧರಣಿ ಸತ್ಯಾಗ್ರಹ ಮೂರನೇ ದಿನಕ್ಕೆ ಕಾಲಿಟ್ಟಿದೆ. ಧರಣಿಯಲ್ಲಿ ಭಾಗವಹಿಸಿದ್ದ ಮುಖಂಡರು ಮಾತನಾಡಿ, ಈ ಭೂಮಿಯನ್ನು ಅಂಬೇಡ್ಕರ್ ಭವನ ಹಾಗೂ ಗ್ರಂಥಾಲಯ ನಿರ್ಮಾಣಕ್ಕಾಗಿ ಮೀಸಲಿಡಬೇಕು. ಈಗಾಗಲೇ ಹಲವು ಬಾರಿ ಮನವಿ ಸಲ್ಲಿಸಿದರೂ ಸಂಬಂಧಿಸಿದ ಅಧಿಕಾರಿಗಳು ಸ್ಪಂದಿಸಿಲ್ಲ. ಬೇಡಿಕೆ ಈಡೇರುವವರೆಗೂ ಧರಣಿ ಮುಂದುವರೆಸಲಾಗುವುದು ಎಂದು ಎಚ್ಚರಿಸಿದರು. ಧರಣಿಯಲ್ಲಿ ಮುಖಂಡರಾದ ಬೊಮ್ಮನಹಳ್ಳಿ, ಉಪಾಧ್ಯಕ್ಷರಾದ ವೆಂಕಟೇಶ ಹೊಸಮನಿ, ಭೀಮಣ್ಣ ಸಾಹುಕಾರ, ಮಲ್ಲಿಕಾರ್ಜುನ ವಾಗಣಗೇರಾ, ಹಣಮಂತ ಹೊಸಮನಿ, ಬಸವರಾಜ ಬಡಿಗೇರ, ಮಲ್ಲಪ್ಪ ದೊಡ್ಡಮನಿ, ಶಿವಪ್ಪ ಸತ್ಯಂಪೇಟೆ, ರಮೇಶ ಎಲ್ಲಪ್ಪ ಸೇರಿದಂತೆ ಅನೇಕರು ಭಾಗವಹಿಸಿದ್ದರು. ಧರಣಿಗೆ ವಿವಿಧ ಸಂಘಟನೆಗಳ ಮುಖಂಡರು ಬೆಂಬಲ ವ್ಯಕ್ತಪಡಿಸಿದರು. ಕಾಂಗ್ರೆಸ್ ಮುಖಂಡ ಮಂಗಳೂರು, ವೀರಭದ್ರಪ್ಪ ತಳವಾರ, ಮಲ್ಲು ಕಟ್ಟಿಮನಿ, ನಾಗರಾಜ ಹೊಸ್ಮನಿ, ನಿಂಗಣ್ಣ ಹೊಸ್ಮನಿ ಸೇರಿದಂತೆ ಅನೇಕರಿದ್ದರು. (24, 322, 304, 483)
masthead (24, 30, 922, 52)
tota-body: ಯಾದಗಿರಿ: ತೋಟಗಾರಿಕೆ ಬೆಳೆಗಳಲ್ಲಿ ಪಾರ್ಥೇನಿಯಂ ಕಳೆಯ ಹಾವಳಿ ಮತ್ತು ಇಳುವರಿ ಮೇಲೆ ಆಗುತ್ತಿರುವ ದುಷ್ಪರಿಣಾಮಗಳ ಬಗ್ಗೆ ಬೆಳಕು ಚೆಲ್ಲಿದ ತೋಟಗಾರಿಕೆ ಮಹಾವಿದ್ಯಾಲಯದ ವಿದ್ಯಾರ್ಥಿಗಳು ಗ್ರಾಮೀಣ ತೋಟಗಾರಿಕೆ ಕಾರ್ಯಾನುಭವ ಶಿಬಿರದಲ್ಲಿ ಭಾಗವಹಿಸಿ ಮಾಹಿತಿ ನೀಡಿದರು. 1950 ದಶಕದಲ್ಲಿ ಭಾರತ ದೇಶಕ್ಕೆ ಆಮದು ಮಾಡಿಕೊಳ್ಳಲಾದ ಗೋಧಿ ಬೀಜದೊಂದಿಗೆ ಈ ಕಳೆ ಬಂದಿದ್ದು ಇಂದು ದೇಶದಾದ್ಯಂತ ವ್ಯಾಪಿಸಿದೆ. ಪ್ರಾಣಿಗಳಿಗೆ ಹಾಗೂ ಮನುಷ್ಯರಿಗೆ ಚರ್ಮದ ಅಲರ್ಜಿ, ಅಸ್ತಮಾ ಕಾಯಿಲೆಗಳನ್ನು ತರುವ ಈ ಕಳೆಯನ್ನು ಹೂ ಬಿಡುವ ಮುನ್ನವೇ ಕಿತ್ತು ನಾಶಪಡಿಸಬೇಕು ಎಂದು ಪ್ರಾಧ್ಯಾಪಕರು ಹೇಳಿದರು. ಯಾದಗಿರಿ ತೋಟಗಾರಿಕೆ ವಿಸ್ತರಣಾ ಶಿಕ್ಷಣ ಘಟಕದ ವತಿಯಿಂದ ಆಗಸ್ಟ್ 22 ರಂದು ಪಾರ್ಥೇನಿಯಂ ಜಾಗೃತಿ ಸಪ್ತಾಹ ಆಚರಿಸಲಾಯಿತು. ಈ ಕಾರ್ಯಕ್ರಮದಲ್ಲಿ ಗ್ರಾಮಸ್ಥರು, ರೈತರು ಮತ್ತು ವಿದ್ಯಾರ್ಥಿಗಳು ಪಾಲ್ಗೊಂಡು ಪಾರ್ಥೇನಿಯಂ ಕಳೆ ಕಿತ್ತು ನಾಶಪಡಿಸಿದರು. ಲಕ್ಷಾಂತರ ಬೀಜಗಳನ್ನು ಉತ್ಪಾದಿಸುವ ಈ ಕಳೆ ಬಹುಬೇಗ ಹರಡುತ್ತದೆ. ಅಲ್ಲದೆ ಪಾರ್ಥೇನಿಯಂ ಗಿಡಗಳ ನಿಯಂತ್ರಣಕ್ಕೆ ಮೆಕ್ಸಿಕನ್ ದುಂಬಿಗಳನ್ನು ಬಳಸಬಹುದು ಎಂದು ತಿಳಿಸಿದರು. ಕಾರ್ಯಕ್ರಮದಲ್ಲಿ ಡೀನ್, ಪ್ರಾಧ್ಯಾಪಕರು ಹಾಗೂ ವಿದ್ಯಾರ್ಥಿಗಳು ಭಾಗವಹಿಸಿದ್ದರು. ಈ ಸಂದರ್ಭದಲ್ಲಿ ರೈತರಿಗೆ ಕಳೆ ನಿರ್ವಹಣೆಯ ಕುರಿತು ಪ್ರಾತ್ಯಕ್ಷಿಕೆ ನೀಡಲಾಯಿತು. (594, 284, 922, 410)
